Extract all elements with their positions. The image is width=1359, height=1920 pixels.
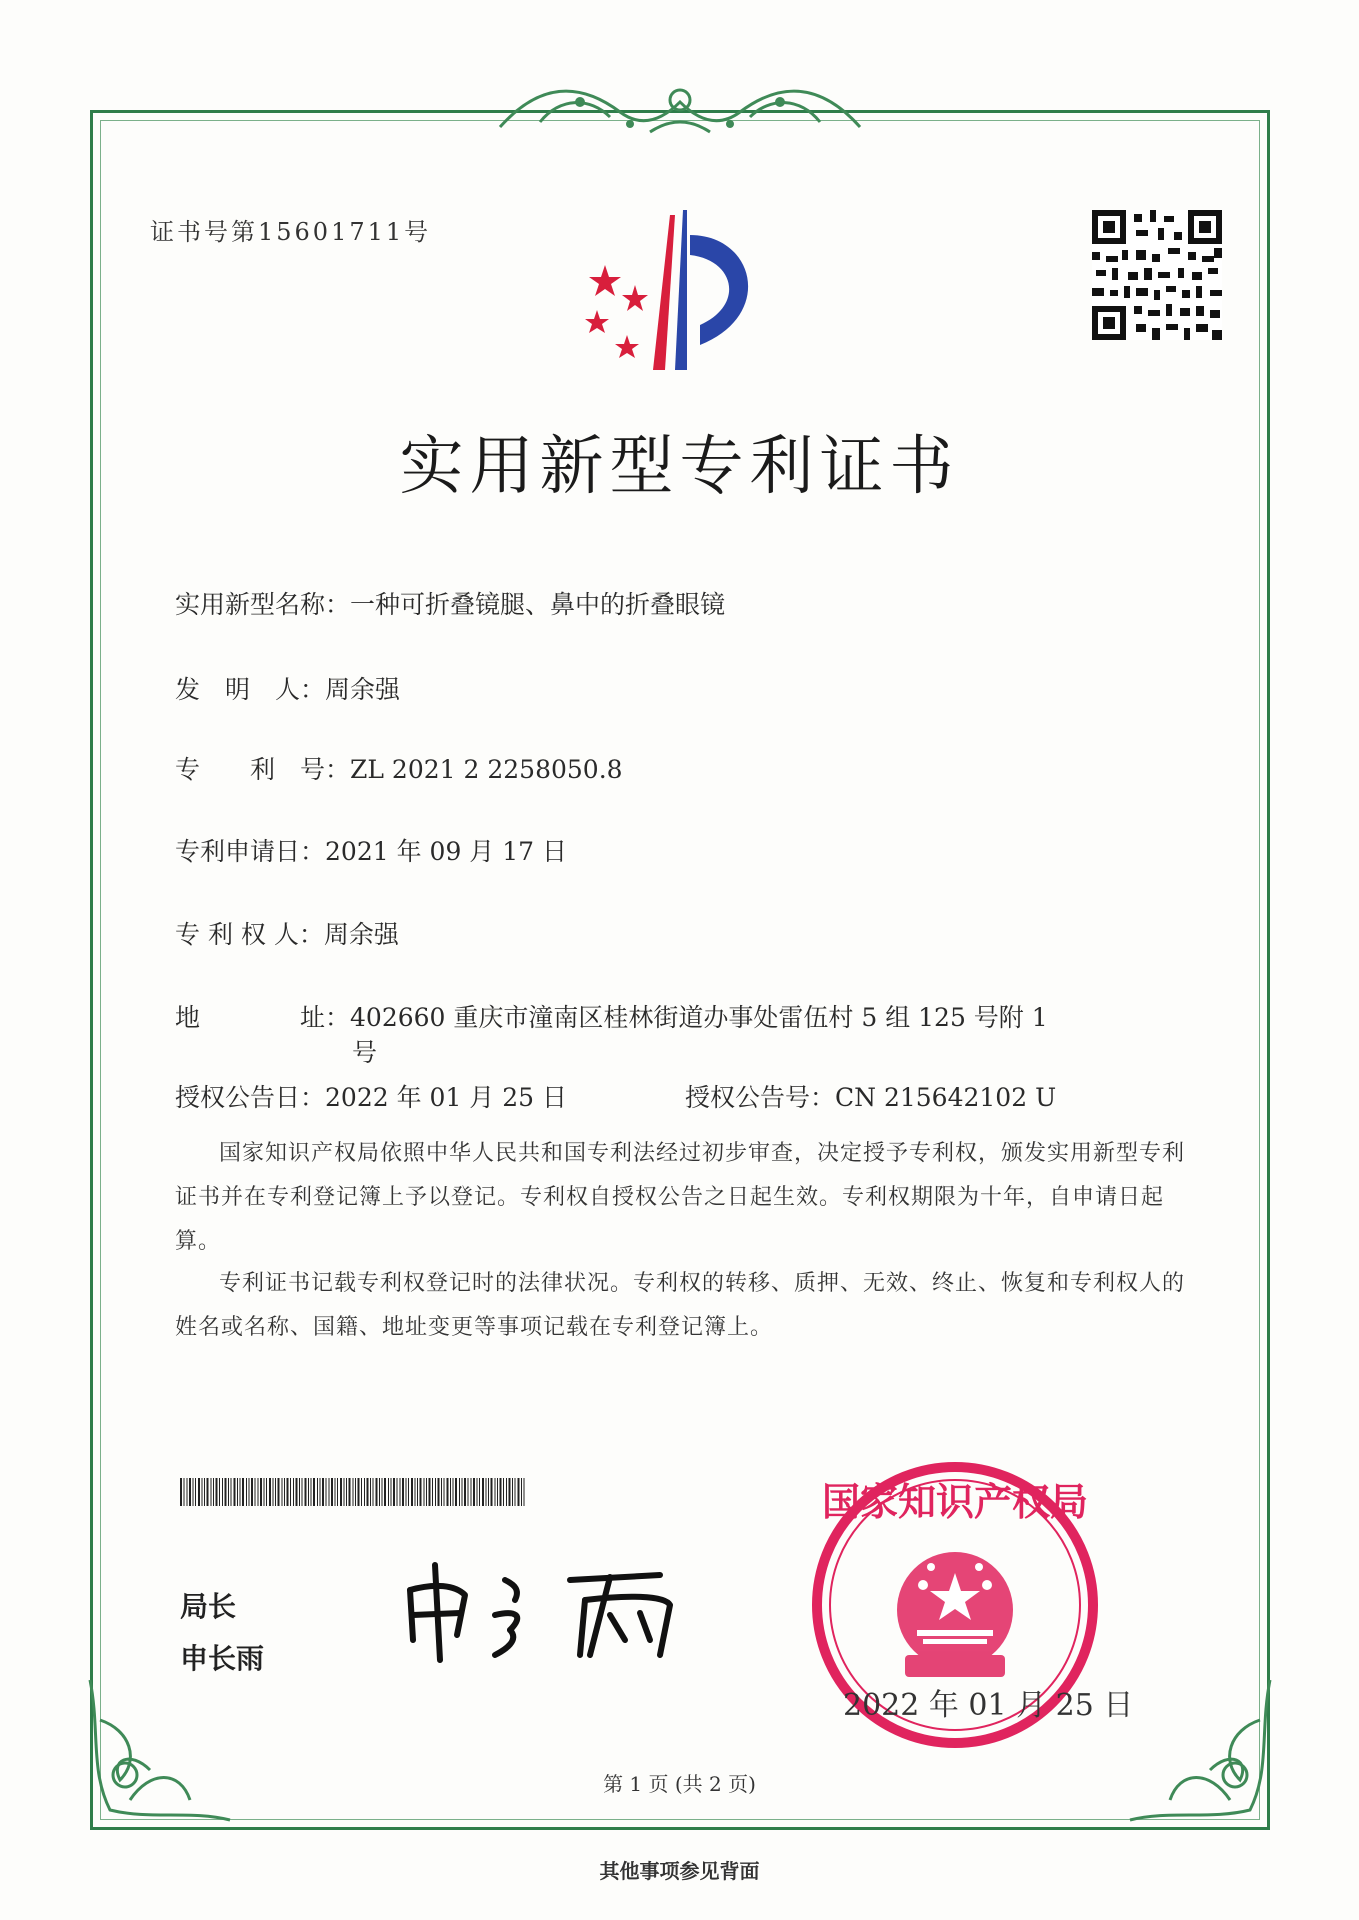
field-label: 实用新型名称：	[175, 590, 351, 619]
field-grant-number	[685, 1078, 1056, 1114]
field-patentee	[175, 915, 399, 951]
page-number: 第 1 页 (共 2 页)	[603, 1772, 756, 1796]
field-label: 地 址：	[175, 1003, 351, 1032]
field-value: 2022 年 01 月 25 日	[325, 1083, 567, 1112]
director-signature	[395, 1555, 695, 1665]
field-value: ZL 2021 2 2258050.8	[350, 755, 623, 784]
field-value: 周余强	[325, 675, 401, 704]
field-label: 授权公告日：	[175, 1083, 326, 1112]
legal-paragraph-2: 专利证书记载专利权登记时的法律状况。专利权的转移、质押、无效、终止、恢复和专利权人的姓名或名称、国籍、地址变更等事项记载在专利登记簿上。	[175, 1271, 1186, 1340]
field-value: 402660 重庆市潼南区桂林街道办事处雷伍村 5 组 125 号附 1	[350, 1003, 1048, 1032]
field-filing-date	[175, 832, 567, 868]
legal-paragraph-1: 国家知识产权局依照中华人民共和国专利法经过初步审查，决定授予专利权，颁发实用新型专利证书并在专利登记簿上予以登记。专利权自授权公告之日起生效。专利权期限为十年，自申请日起算。	[175, 1141, 1186, 1254]
field-label: 发 明 人：	[175, 675, 326, 704]
field-label: 专利申请日：	[175, 837, 326, 866]
bottom-left-ornament-icon	[70, 1660, 240, 1830]
director-title: 局长	[180, 1590, 237, 1623]
qr-code-icon	[1092, 210, 1222, 340]
field-grant-date	[175, 1078, 567, 1114]
field-inventor	[175, 670, 400, 706]
field-patent-number	[175, 750, 623, 786]
top-ornament-icon	[480, 72, 880, 142]
field-address	[175, 998, 1048, 1034]
cnipa-logo-icon	[575, 205, 795, 375]
field-value: 2021 年 09 月 17 日	[325, 837, 567, 866]
field-label: 授权公告号：	[685, 1083, 836, 1112]
director-name: 申长雨	[180, 1642, 265, 1675]
field-value: 一种可折叠镜腿、鼻中的折叠眼镜	[350, 590, 726, 619]
field-utility-model-name	[175, 585, 725, 621]
field-label: 专 利 权 人：	[175, 920, 324, 949]
seal-date: 2022 年 01 月 25 日	[843, 1688, 1134, 1723]
footer-note: 其他事项参见背面	[599, 1859, 760, 1883]
bottom-right-ornament-icon	[1120, 1660, 1290, 1830]
certificate-title: 实用新型专利证书	[399, 430, 960, 504]
field-value: 周余强	[323, 920, 399, 949]
field-address-continuation: 号	[352, 1038, 378, 1067]
field-value: CN 215642102 U	[835, 1083, 1057, 1112]
field-label: 专 利 号：	[175, 755, 351, 784]
barcode-icon	[180, 1478, 525, 1506]
certificate-number: 证书号第15601711号	[150, 218, 432, 246]
seal-text: 国家知识产权局	[821, 1480, 1089, 1524]
